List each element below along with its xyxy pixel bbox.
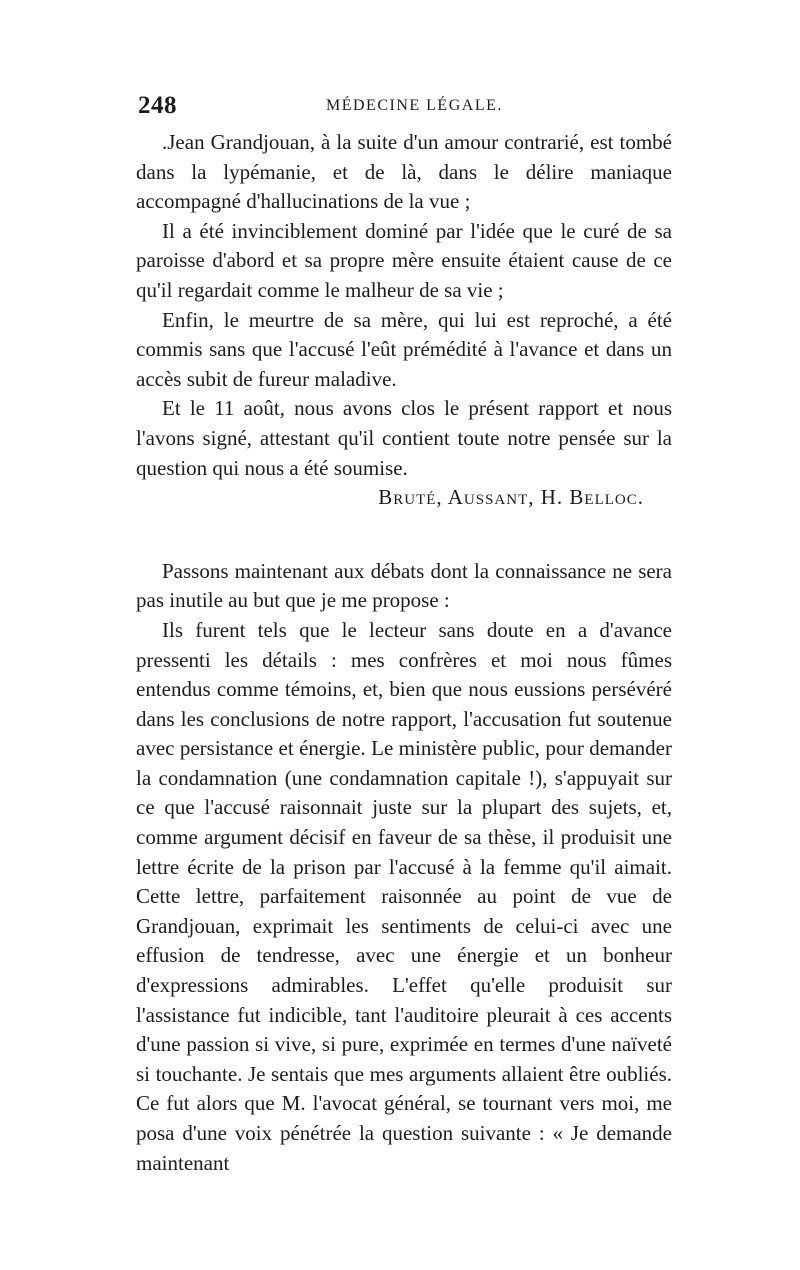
body-text <box>136 128 672 1178</box>
running-head: MÉDECINE LÉGALE. <box>326 97 503 114</box>
paragraph-closing: Et le 11 août, nous avons clos le présent rapport et nous l'avons signé, attestant qu'il contient toute notre pensée sur la question qui nous a été soumise. <box>136 396 672 480</box>
page-header <box>138 92 672 122</box>
section-gap <box>136 513 672 557</box>
paragraph-diagnosis: .Jean Grandjouan, à la suite d'un amour contrarié, est tombé dans la lypémanie, et de là, dans le délire maniaque accompagné d'hallucinations de la vue ; <box>136 130 672 214</box>
paragraph-debates: Ils furent tels que le lecteur sans doute en a d'avance pressenti les détails : mes confrères et moi nous fûmes entendus comme témoins, et, bien que nous eussions persévéré dans les conclusions de notre rapport, l'accusation fut soutenue avec persistance et énergie. Le ministère public, pour demander la condamnation (une condamnation capitale !), s'appuyait sur ce que l'accusé raisonnait juste sur la plupart des sujets, et, comme argument décisif en faveur de sa thèse, il produisit une lettre écrite de la prison par l'accusé à la femme qu'il aimait. Cette lettre, parfaitement raisonnée au point de vue de Grandjouan, exprimait les sentiments de celui-ci avec une effusion de tendresse, avec une énergie et un bonheur d'expressions admirables. L'effet qu'elle produisit sur l'assistance fut indicible, tant l'auditoire pleurait à ces accents d'une passion si vive, si pure, exprimée en termes d'une naïveté si touchante. Je sentais que mes arguments allaient être oubliés. Ce fut alors que M. l'avocat général, se tournant vers moi, me posa d'une voix pénétrée la question suivante : « Je demande maintenant <box>136 617 672 1175</box>
report-signature: Bruté, Aussant, H. Belloc. <box>378 485 644 510</box>
paragraph-debates-intro: Passons maintenant aux débats dont la connaissance ne sera pas inutile au but que je me propose : <box>136 558 672 613</box>
paragraph-murder: Enfin, le meurtre de sa mère, qui lui est reproché, a été commis sans que l'accusé l'eût prémédité à l'avance et dans un accès subit de fureur maladive. <box>136 307 672 391</box>
page-number: 248 <box>138 92 177 119</box>
paragraph-domination: Il a été invinciblement dominé par l'idée que le curé de sa paroisse d'abord et sa propre mère ensuite étaient cause de ce qu'il regardait comme le malheur de sa vie ; <box>136 218 672 302</box>
